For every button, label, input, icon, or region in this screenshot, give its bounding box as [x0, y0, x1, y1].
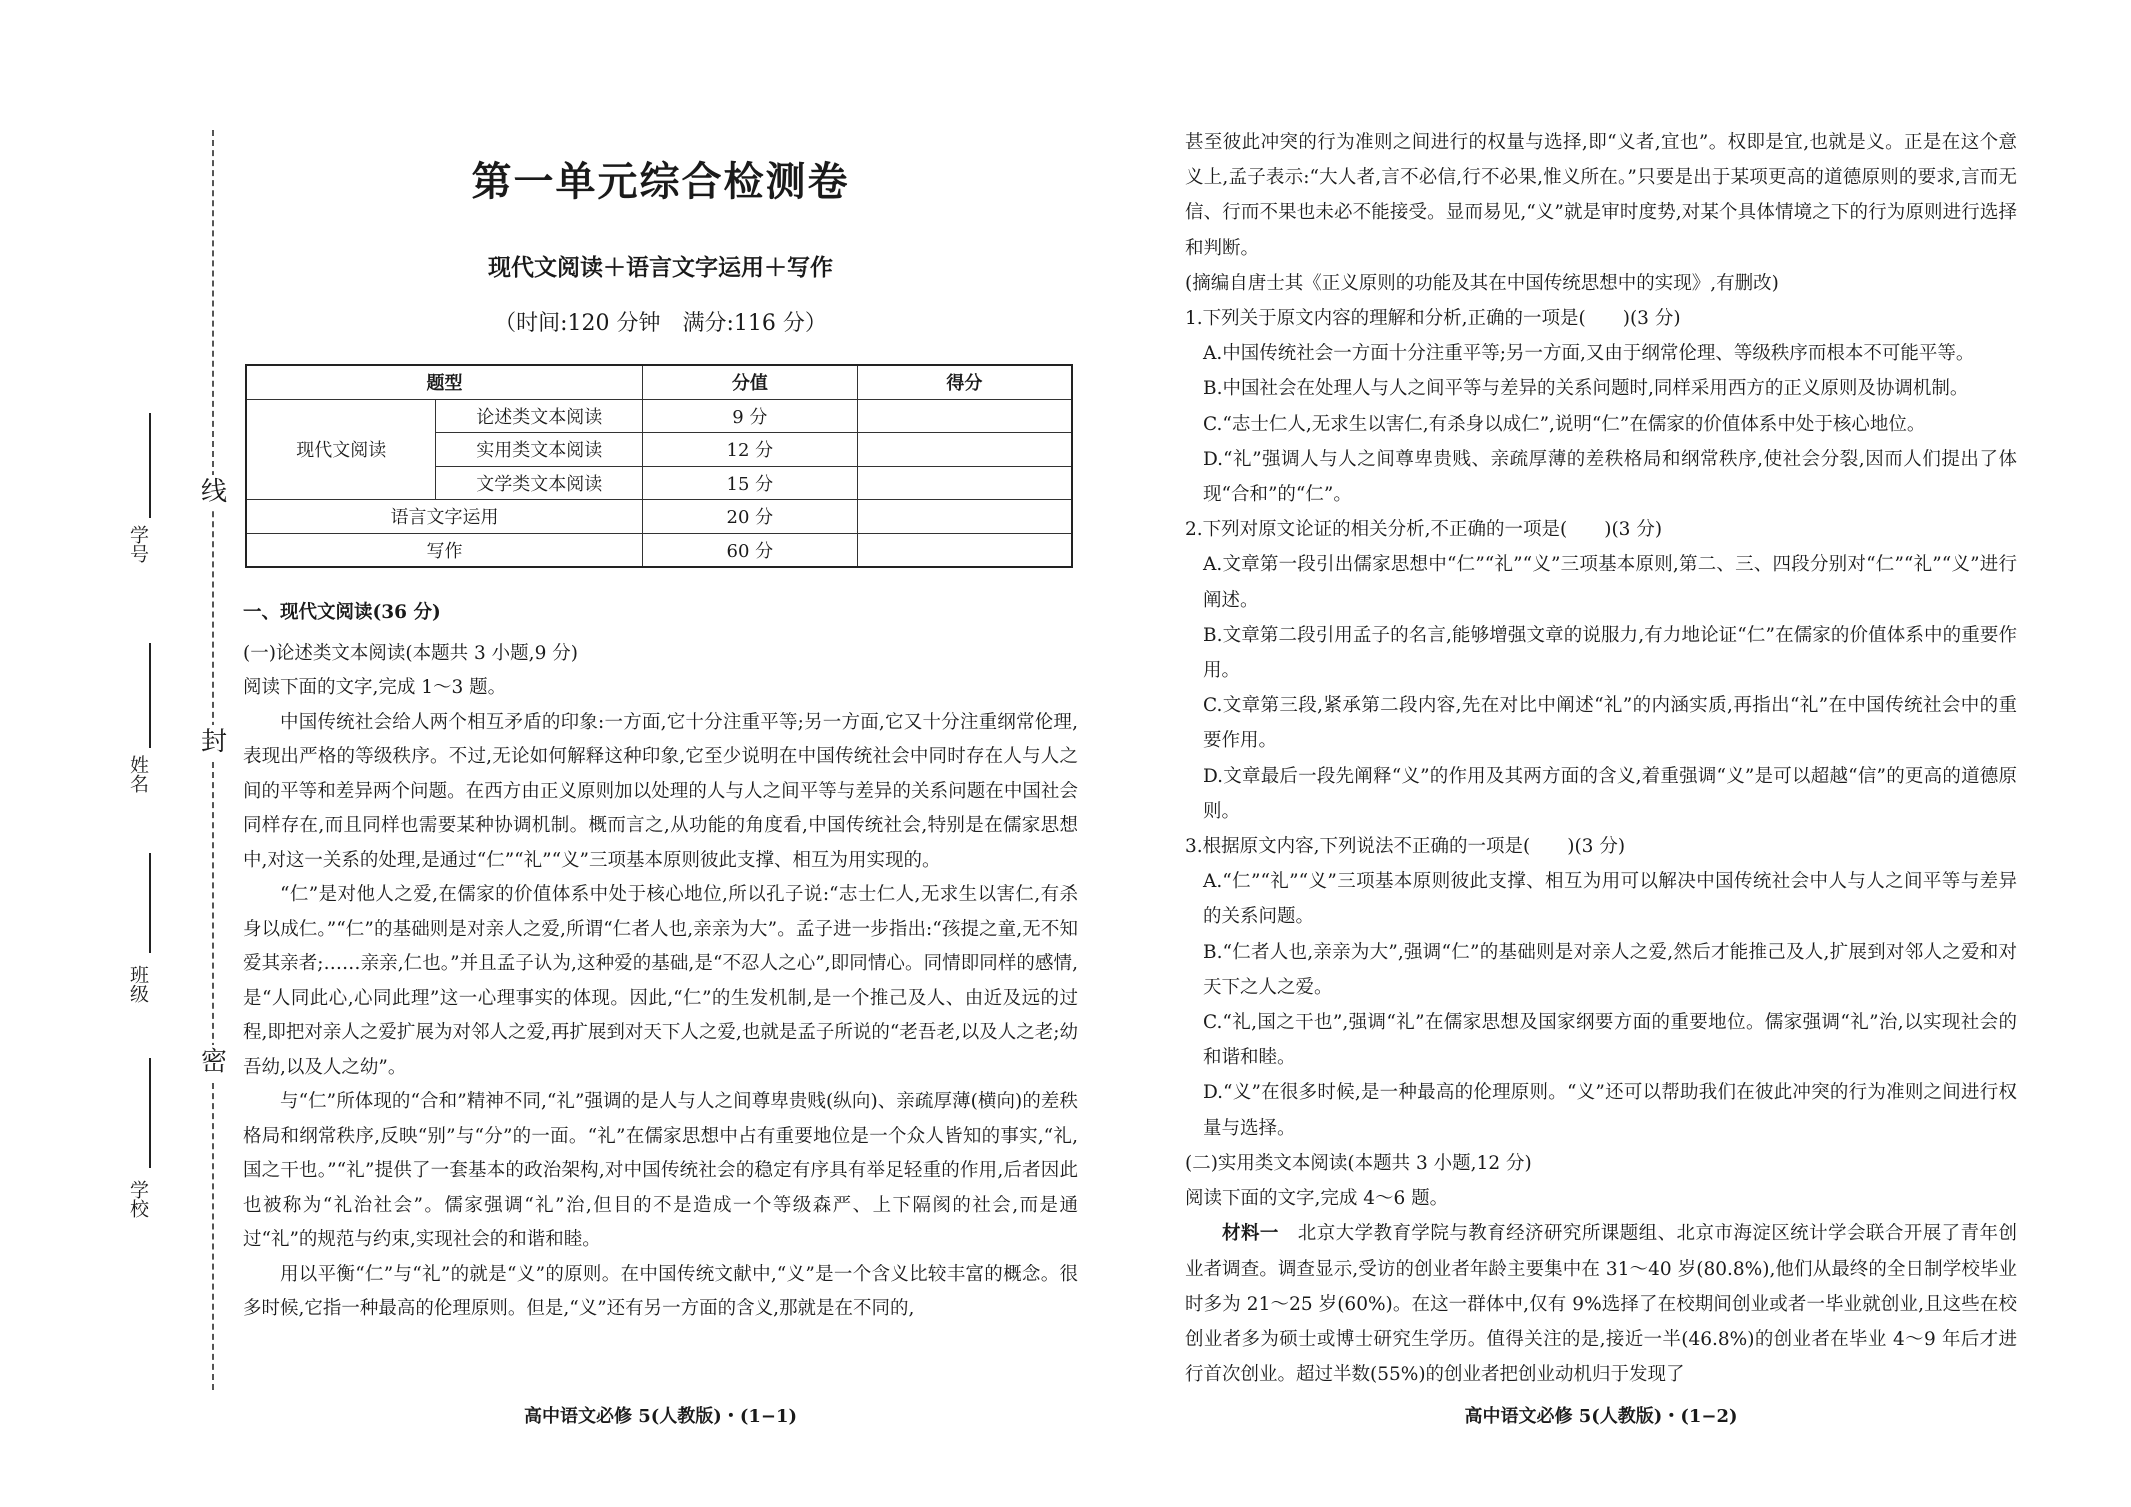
school-blank[interactable] — [149, 1058, 151, 1168]
question-option[interactable]: C.“礼,国之干也”,强调“礼”在儒家思想及国家纲要方面的重要地位。儒家强调“礼”治,以实现社会的和谐和睦。 — [1203, 1012, 2017, 1069]
page-footer: 高中语文必修 5(人教版)・(1−1) — [524, 1406, 797, 1427]
question-3: 3.根据原文内容,下列说法不正确的一项是( )(3 分) — [1185, 836, 1626, 858]
question-option[interactable]: B.“仁者人也,亲亲为大”,强调“仁”的基础则是对亲人之爱,然后才能推己及人,扩展到对邻人之爱和对天下之人之爱。 — [1203, 941, 2017, 998]
student-id-label: 学号 — [127, 525, 149, 563]
page-subtitle: 现代文阅读＋语言文字运用＋写作 — [488, 254, 833, 281]
name-label: 姓名 — [127, 755, 149, 793]
material-label: 材料一 — [1222, 1223, 1279, 1245]
subsection-heading: (二)实用类文本阅读(本题共 3 小题,12 分) — [1185, 1152, 1532, 1174]
left-body — [243, 596, 1078, 1327]
passage-paragraph: 用以平衡“仁”与“礼”的就是“义”的原则。在中国传统文献中,“义”是一个含义比较丰富的概念。很多时候,它指一种最高的伦理原则。但是,“义”还有另一方面的含义,那就是在不同的, — [243, 1263, 1078, 1319]
row-score: 9 分 — [642, 399, 857, 433]
binding-mark-xian: 线 — [201, 477, 228, 507]
right-page — [1185, 0, 2017, 1507]
row-score: 60 分 — [642, 533, 857, 567]
question-option[interactable]: A.中国传统社会一方面十分注重平等;另一方面,又由于纲常伦理、等级秩序而根本不可能平等。 — [1203, 343, 1975, 365]
question-option[interactable]: B.文章第二段引用孟子的名言,能够增强文章的说服力,有力地论证“仁”在儒家的价值体系中的重要作用。 — [1203, 624, 2017, 682]
row-name: 实用类文本阅读 — [436, 433, 643, 467]
material-text: 北京大学教育学院与教育经济研究所课题组、北京市海淀区统计学会联合开展了青年创业者调查。调查显示,受访的创业者年龄主要集中在 31～40 岁(80.8%),他们从最终的全日制学校毕业时多为 21～25 岁(60%)。在这一群体中,仅有 9%选择了在校期间创业或者一毕业就创业,且这些在校创业者多为硕士或博士研究生学历。值得关注的是,接近一半(46.8%)的创业者在毕业 4～9 年后才进行首次创业。超过半数(55%)的创业者把创业动机归于发现了 — [1185, 1223, 2017, 1386]
material-paragraph — [1185, 1216, 2017, 1392]
row-score: 20 分 — [642, 500, 857, 534]
question-option[interactable]: B.中国社会在处理人与人之间平等与差异的关系问题时,同样采用西方的正义原则及协调机制。 — [1203, 378, 1969, 400]
header-type: 题型 — [246, 365, 642, 399]
question-option[interactable]: C.文章第三段,紧承第二段内容,先在对比中阐述“礼”的内涵实质,再指出“礼”在中国传统社会中的重要作用。 — [1203, 695, 2017, 752]
section-heading: 一、现代文阅读(36 分) — [243, 602, 441, 623]
passage-paragraph: 中国传统社会给人两个相互矛盾的印象:一方面,它十分注重平等;另一方面,它又十分注重纲常伦理,表现出严格的等级秩序。不过,无论如何解释这种印象,它至少说明在中国传统社会中同时存在人与人之间的平等和差异两个问题。在西方由正义原则加以处理的人与人之间平等与差异的关系问题在中国社会同样存在,而且同样也需要某种协调机制。概而言之,从功能的角度看,中国传统社会,特别是在儒家思想中,对这一关系的处理,是通过“仁”“礼”“义”三项基本原则彼此支撑、相互为用实现的。 — [243, 711, 1078, 871]
question-option[interactable]: D.“义”在很多时候,是一种最高的伦理原则。“义”还可以帮助我们在彼此冲突的行为准则之间进行权量与选择。 — [1203, 1082, 2017, 1139]
score-table-header — [246, 365, 1072, 399]
time-score-info: （时间:120 分钟 满分:116 分） — [494, 311, 827, 336]
earned-cell[interactable] — [857, 533, 1072, 567]
header-score: 分值 — [642, 365, 857, 399]
question-option[interactable]: C.“志士仁人,无求生以害仁,有杀身以成仁”,说明“仁”在儒家的价值体系中处于核心地位。 — [1203, 413, 1926, 435]
student-id-blank[interactable] — [149, 413, 151, 518]
page-footer: 高中语文必修 5(人教版)・(1−2) — [1464, 1406, 1738, 1427]
question-option[interactable]: D.“礼”强调人与人之间尊卑贵贱、亲疏厚薄的差秩格局和纲常秩序,使社会分裂,因而人们提出了体现“合和”的“仁”。 — [1203, 448, 2017, 506]
group-cell: 现代文阅读 — [246, 399, 436, 500]
row-name: 文学类文本阅读 — [436, 466, 643, 500]
reading-instruction: 阅读下面的文字,完成 4～6 题。 — [1185, 1188, 1449, 1210]
binding-mark-mi: 密 — [201, 1047, 228, 1077]
row-name: 写作 — [246, 533, 642, 567]
name-blank[interactable] — [149, 643, 151, 748]
question-2: 2.下列对原文论证的相关分析,不正确的一项是( )(3 分) — [1185, 519, 1663, 541]
class-label: 班级 — [127, 965, 149, 1003]
earned-cell[interactable] — [857, 500, 1072, 534]
row-name: 论述类文本阅读 — [436, 399, 643, 433]
question-1: 1.下列关于原文内容的理解和分析,正确的一项是( )(3 分) — [1185, 308, 1681, 330]
left-page — [243, 0, 1078, 1507]
row-name: 语言文字运用 — [246, 500, 642, 534]
school-label: 学校 — [127, 1180, 149, 1218]
right-body — [1185, 125, 2017, 1392]
passage-continuation: 甚至彼此冲突的行为准则之间进行的权量与选择,即“义者,宜也”。权即是宜,也就是义。正是在这个意义上,孟子表示:“大人者,言不必信,行不必果,惟义所在。”只要是出于某项更高的道德原则的要求,言而无信、行而不果也未必不能接受。显而易见,“义”就是审时度势,对某个具体情境之下的行为原则进行选择和判断。 — [1185, 132, 2017, 259]
passage-paragraph: “仁”是对他人之爱,在儒家的价值体系中处于核心地位,所以孔子说:“志士仁人,无求生以害仁,有杀身以成仁。”“仁”的基础则是对亲人之爱,所谓“仁者人也,亲亲为大”。孟子进一步指出:“孩提之童,无不知爱其亲者;……亲亲,仁也。”并且孟子认为,这种爱的基础,是“不忍人之心”,即同情心。同情即同样的感情,是“人同此心,心同此理”这一心理事实的体现。因此,“仁”的生发机制,是一个推己及人、由近及远的过程,即把对亲人之爱扩展为对邻人之爱,再扩展到对天下人之爱,也就是孟子所说的“老吾老,以及人之老;幼吾幼,以及人之幼”。 — [243, 884, 1078, 1078]
subsection-heading: (一)论述类文本阅读(本题共 3 小题,9 分) — [243, 642, 578, 664]
row-score: 12 分 — [642, 433, 857, 467]
earned-cell[interactable] — [857, 466, 1072, 500]
page-title: 第一单元综合检测卷 — [471, 158, 850, 205]
table-row — [246, 533, 1072, 567]
table-row — [246, 500, 1072, 534]
source-citation: (摘编自唐士其《正义原则的功能及其在中国传统思想中的实现》,有删改) — [1185, 272, 1779, 294]
score-table — [245, 364, 1073, 568]
header-earned: 得分 — [857, 365, 1072, 399]
binding-mark-feng: 封 — [201, 727, 228, 757]
reading-instruction: 阅读下面的文字,完成 1～3 题。 — [243, 677, 507, 698]
question-option[interactable]: A.“仁”“礼”“义”三项基本原则彼此支撑、相互为用可以解决中国传统社会中人与人之间平等与差异的关系问题。 — [1203, 871, 2017, 928]
question-option[interactable]: D.文章最后一段先阐释“义”的作用及其两方面的含义,着重强调“义”是可以超越“信”的更高的道德原则。 — [1203, 765, 2017, 822]
passage-paragraph: 与“仁”所体现的“合和”精神不同,“礼”强调的是人与人之间尊卑贵贱(纵向)、亲疏厚薄(横向)的差秩格局和纲常秩序,反映“别”与“分”的一面。“礼”在儒家思想中占有重要地位是一个众人皆知的事实,“礼,国之干也。”“礼”提供了一套基本的政治架构,对中国传统社会的稳定有序具有举足轻重的作用,后者因此也被称为“礼治社会”。儒家强调“礼”治,但目的不是造成一个等级森严、上下隔阂的社会,而是通过“礼”的规范与约束,实现社会的和谐和睦。 — [243, 1091, 1078, 1250]
row-score: 15 分 — [642, 466, 857, 500]
table-row — [246, 399, 1072, 433]
binding-dashed-line — [212, 130, 214, 1390]
earned-cell[interactable] — [857, 399, 1072, 433]
question-option[interactable]: A.文章第一段引出儒家思想中“仁”“礼”“义”三项基本原则,第二、三、四段分别对“仁”“礼”“义”进行阐述。 — [1203, 554, 2017, 611]
class-blank[interactable] — [149, 853, 151, 953]
earned-cell[interactable] — [857, 433, 1072, 467]
